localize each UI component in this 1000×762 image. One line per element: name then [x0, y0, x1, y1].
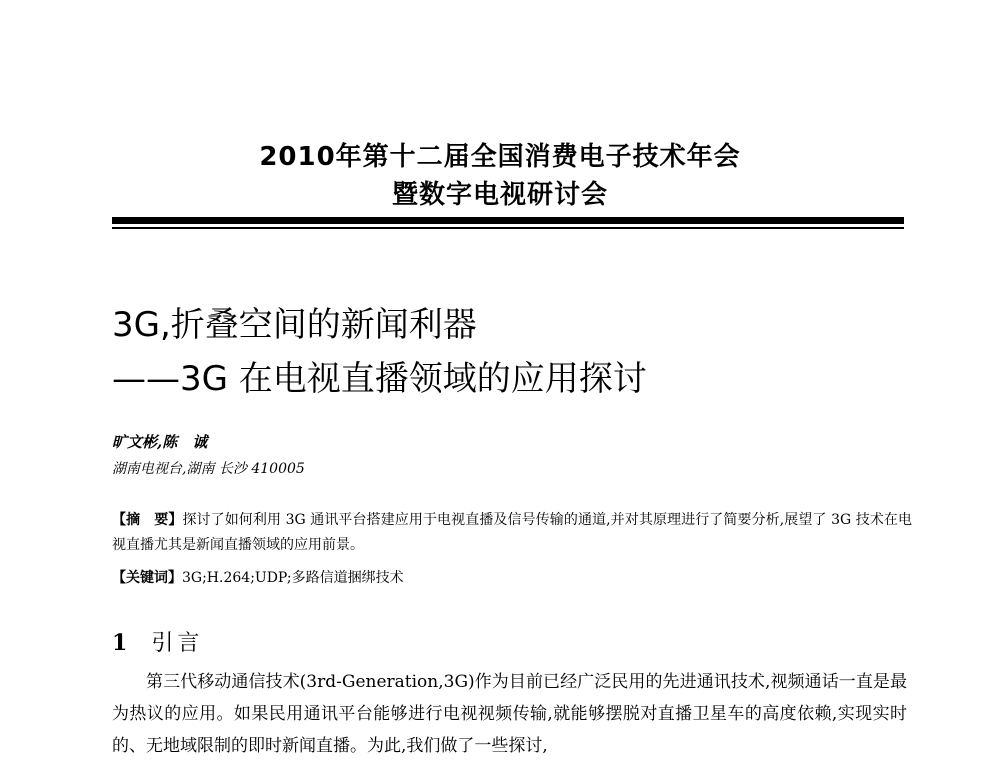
conference-title-line2: 暨数字电视研讨会	[391, 180, 608, 210]
abstract-label: 【摘 要】	[112, 512, 183, 528]
paper-subtitle: ——3G 在电视直播领域的应用探讨	[112, 359, 647, 399]
section-title: 引言	[151, 631, 204, 656]
body-paragraph: 第三代移动通信技术(3rd-Generation,3G)作为目前已经广泛民用的先进通讯技术,视频通话一直是最为热议的应用。如果民用通讯平台能够进行电视视频传输,就能够摆脱对直播卫星车的高度依赖,实现实时的、无地域限制的即时新闻直播。为此,我们做了一些探讨,	[112, 672, 907, 756]
keywords-text: 3G;H.264;UDP;多路信道捆绑技术	[182, 570, 404, 586]
paper-authors: 旷文彬,陈 诚	[112, 433, 208, 451]
keywords-label: 【关键词】	[112, 570, 182, 586]
paper-title: 3G,折叠空间的新闻利器	[112, 305, 477, 345]
header-rule-thick	[112, 217, 904, 224]
keywords	[112, 567, 404, 589]
abstract-text: 探讨了如何利用 3G 通讯平台搭建应用于电视直播及信号传输的通道,并对其原理进行了简要分析,展望了 3G 技术在电视直播尤其是新闻直播领域的应用前景。	[112, 512, 912, 553]
abstract	[112, 508, 912, 558]
header-rule-thin	[112, 227, 904, 229]
section-heading	[112, 628, 203, 659]
conference-title-line1: 2010年第十二届全国消费电子技术年会	[259, 142, 741, 172]
paper-affiliation: 湖南电视台,湖南 长沙 410005	[112, 461, 305, 477]
section-number: 1	[112, 630, 128, 656]
